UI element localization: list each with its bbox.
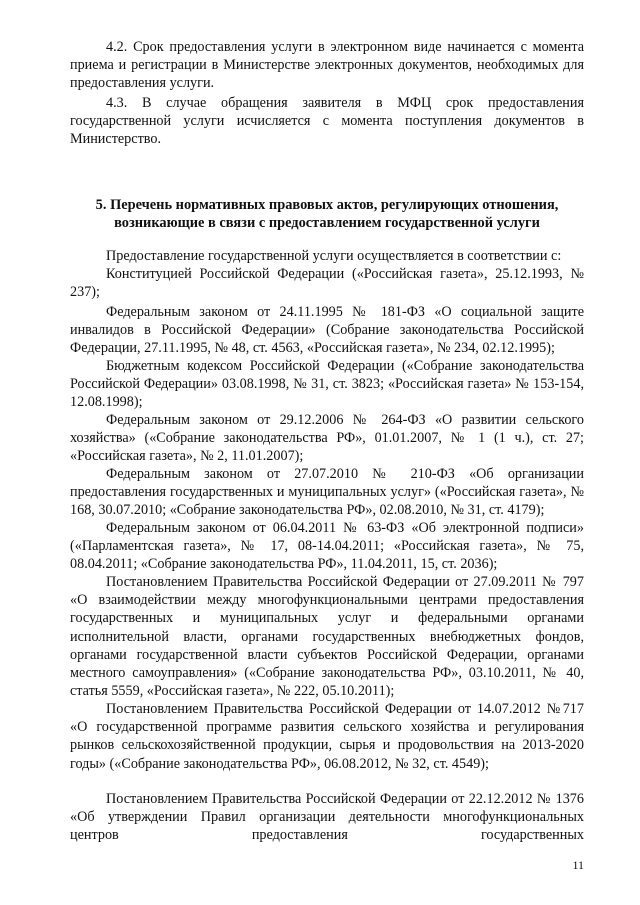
list-item-resolution-1376: Постановлением Правительства Российской Федерации от 22.12.2012 № 1376 «Об утверждении Правил организации деятельности многофункциональных центров предоставления государственных xyxy=(70,791,584,844)
list-item-constitution: Конституцией Российской Федерации («Российская газета», 25.12.1993, № 237); xyxy=(70,266,584,301)
list-item-law-63: Федеральным законом от 06.04.2011 № 63-ФЗ «Об электронной подписи» («Парламентская газета», № 17, 08-14.04.2011; «Российская газета», № 75, 08.04.2011; «Собрание законодательства РФ», 11.04.2011, 15, ст. 2036); xyxy=(70,520,584,573)
list-item-resolution-717: Постановлением Правительства Российской Федерации от 14.07.2012 №717 «О государственной программе развития сельского хозяйства и регулирования рынков сельскохозяйственной продукции, сырья и продовольствия на 2013-2020 годы» («Собрание законодательства РФ», 06.08.2012, № 32, ст. 4549); xyxy=(70,701,584,772)
section-5-title-line-1: 5. Перечень нормативных правовых актов, регулирующих отношения, xyxy=(95,197,559,213)
list-item-budget-code: Бюджетным кодексом Российской Федерации («Собрание законодательства Российской Федерации» 03.08.1998, № 31, ст. 3823; «Российская газета» № 153-154, 12.08.1998); xyxy=(70,358,584,411)
section-5-title-line-2: возникающие в связи с предоставлением государственной услуги xyxy=(114,215,540,231)
paragraph-4-3: 4.3. В случае обращения заявителя в МФЦ срок предоставления государственной услуги исчисляется с момента поступления документов в Министерство. xyxy=(70,95,584,148)
page-number: 11 xyxy=(572,858,584,872)
list-item-resolution-797: Постановлением Правительства Российской Федерации от 27.09.2011 № 797 «О взаимодействии между многофункциональными центрами предоставления государственных и муниципальных услуг и федеральными органами исполнительной власти, органами государственных внебюджетных фондов, органами государственной власти субъектов Российской Федерации, органами местного самоуправления» («Собрание законодательства РФ», 03.10.2011, № 40, статья 5559, «Российская газета», № 222, 05.10.2011); xyxy=(70,574,584,700)
list-item-law-210: Федеральным законом от 27.07.2010 № 210-ФЗ «Об организации предоставления государственных и муниципальных услуг» («Российская газета», № 168, 30.07.2010; «Собрание законодательства РФ», 02.08.2010, № 31, ст. 4179); xyxy=(70,466,584,519)
list-item-law-264: Федеральным законом от 29.12.2006 № 264-ФЗ «О развитии сельского хозяйства» («Собрание законодательства РФ», 01.01.2007, № 1 (1 ч.), ст. 27; «Российская газета», № 2, 11.01.2007); xyxy=(70,412,584,465)
list-item-law-181: Федеральным законом от 24.11.1995 № 181-ФЗ «О социальной защите инвалидов в Российской Федерации» (Собрание законодательства Российской Федерации, 27.11.1995, № 48, ст. 4563, «Российская газета», № 234, 02.12.1995); xyxy=(70,304,584,357)
section-5-intro: Предоставление государственной услуги осуществляется в соответствии с: xyxy=(106,248,562,264)
paragraph-4-2: 4.2. Срок предоставления услуги в электронном виде начинается с момента приема и регистрации в Министерстве электронных документов, необходимых для предоставления услуги. xyxy=(70,39,584,92)
